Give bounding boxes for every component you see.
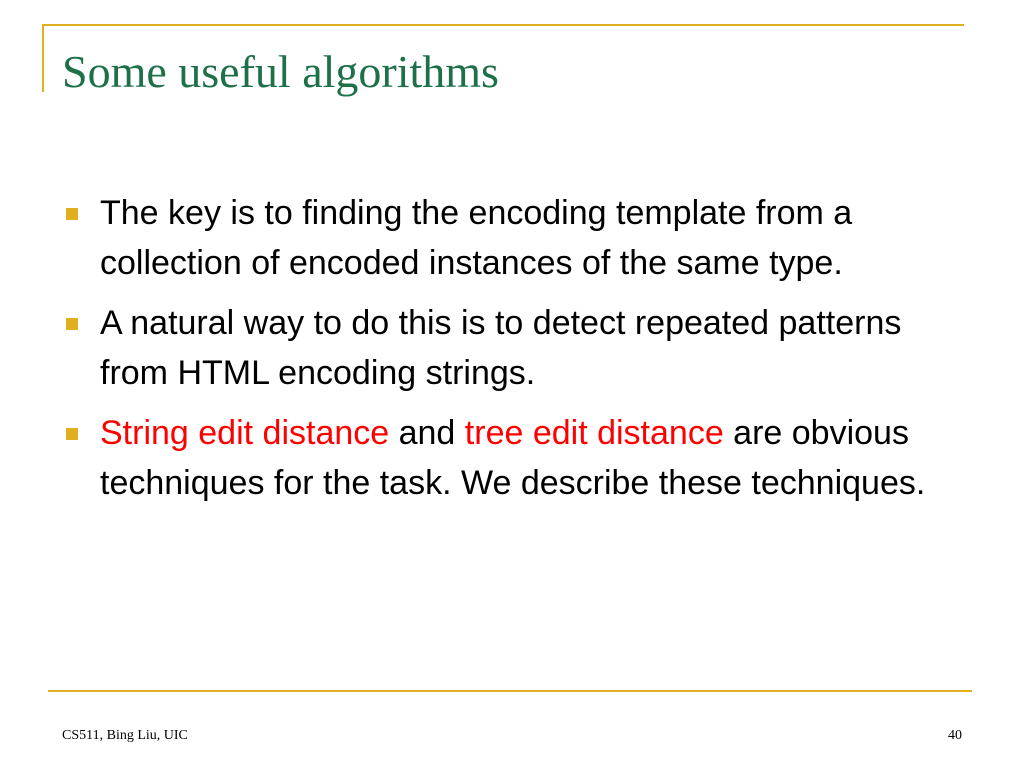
bullet-text: are obvious techniques for the task. We describe these techniques.	[100, 414, 926, 502]
square-bullet-icon	[66, 428, 78, 440]
footer-rule	[48, 690, 972, 692]
square-bullet-icon	[66, 318, 78, 330]
bullet-list	[64, 188, 964, 518]
bullet-item	[64, 298, 964, 398]
bullet-item	[64, 188, 964, 288]
highlighted-term: tree edit distance	[464, 414, 724, 452]
square-bullet-icon	[66, 208, 78, 220]
slide-title: Some useful algorithms	[62, 46, 499, 97]
highlighted-term: String edit distance	[100, 414, 390, 452]
slide-number: 40	[948, 728, 962, 743]
bullet-text: The key is to finding the encoding template from a collection of encoded instances of the same type.	[100, 194, 853, 282]
bullet-text: A natural way to do this is to detect repeated patterns from HTML encoding strings.	[100, 304, 902, 392]
title-frame-left-rule	[42, 24, 44, 92]
footer-course-label: CS511, Bing Liu, UIC	[62, 728, 188, 743]
bullet-text: and	[389, 414, 465, 452]
bullet-item	[64, 408, 964, 508]
title-frame-top-rule	[42, 24, 964, 26]
